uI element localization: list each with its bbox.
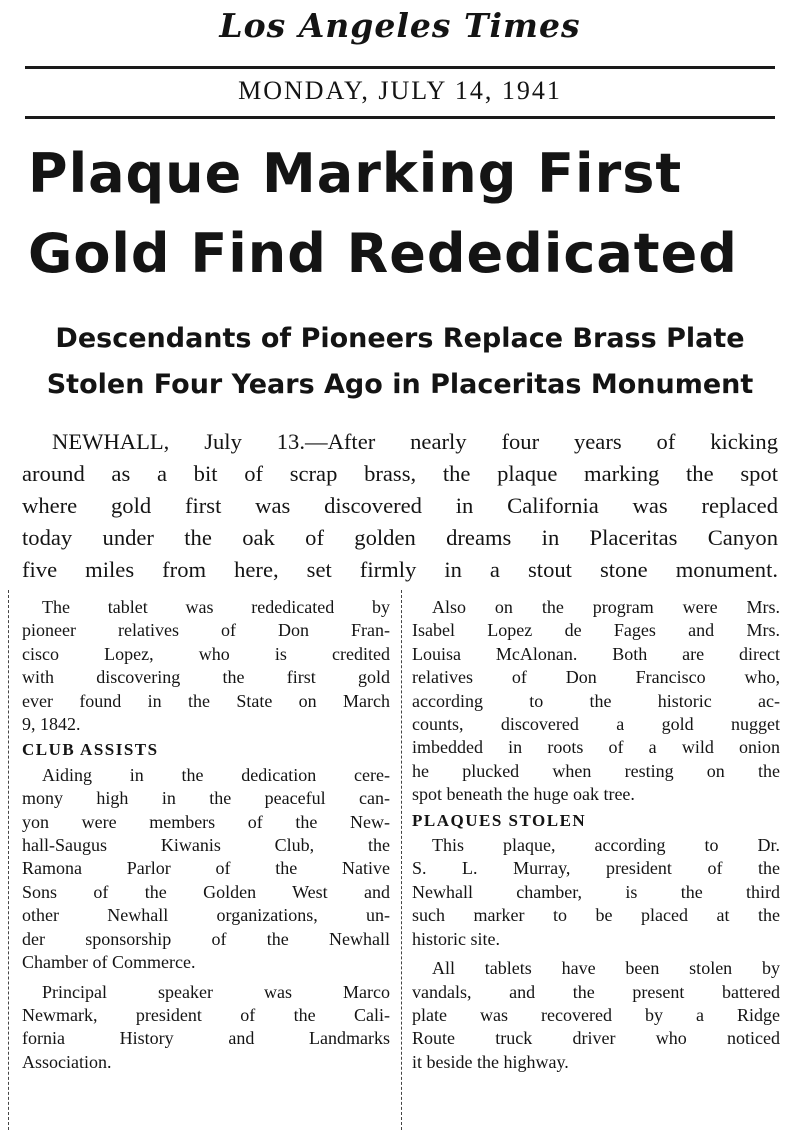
body-line: pioneer relatives of Don Fran-: [22, 620, 390, 641]
body-line: The tablet was rededicated by: [42, 597, 390, 617]
headline-line: Plaque Marking First: [28, 142, 683, 205]
deck-line: Stolen Four Years Ago in Placeritas Monument: [46, 369, 754, 400]
masthead-rule-bottom: [25, 116, 775, 119]
body-line: counts, discovered a gold nugget: [412, 714, 780, 735]
body-line: 9, 1842.: [22, 714, 81, 735]
body-line: vandals, and the present battered: [412, 981, 780, 1002]
subhead-plaques-stolen: PLAQUES STOLEN: [412, 810, 587, 830]
body-line: Also on the program were Mrs.: [432, 597, 780, 617]
body-line: Sons of the Golden West and: [22, 881, 390, 902]
subhead-club-assists: CLUB ASSISTS: [22, 740, 159, 760]
body-line: Association.: [22, 1051, 112, 1072]
lede-line: five miles from here, set firmly in a stout stone monument.: [22, 557, 778, 582]
body-line: he plucked when resting on the: [412, 760, 780, 781]
lede-line: around as a bit of scrap brass, the plaque marking the spot: [22, 461, 778, 486]
body-line: with discovering the first gold: [22, 667, 390, 688]
lede-line: where gold first was discovered in California was replaced: [22, 493, 778, 518]
body-line: cisco Lopez, who is credited: [22, 643, 390, 664]
headline: [28, 134, 778, 294]
body-line: All tablets have been stolen by: [432, 958, 780, 979]
body-line: hall-Saugus Kiwanis Club, the: [22, 835, 390, 856]
body-line: Aiding in the dedication cere-: [42, 764, 390, 785]
body-line: fornia History and Landmarks: [22, 1028, 390, 1049]
lede-line: today under the oak of golden dreams in Placeritas Canyon: [22, 525, 778, 550]
headline-line: Gold Find Rededicated: [28, 222, 738, 285]
body-line: plate was recovered by a Ridge: [412, 1004, 780, 1025]
body-line: it beside the highway.: [412, 1051, 569, 1072]
body-line: Route truck driver who noticed: [412, 1028, 780, 1049]
body-line: imbedded in roots of a wild onion: [412, 737, 780, 758]
body-line: Ramona Parlor of the Native: [22, 858, 390, 879]
body-line: Newhall chamber, is the third: [412, 881, 780, 902]
body-line: Louisa McAlonan. Both are direct: [412, 643, 780, 664]
lede-paragraph: [22, 426, 778, 586]
body-line: such marker to be placed at the: [412, 905, 780, 926]
right-column: [412, 596, 780, 1074]
left-column: [22, 596, 390, 1074]
body-line: mony high in the peaceful can-: [22, 788, 390, 809]
body-line: Newmark, president of the Cali-: [22, 1004, 390, 1025]
body-line: historic site.: [412, 928, 500, 949]
body-line: Principal speaker was Marco: [42, 981, 390, 1002]
body-line: yon were members of the New-: [22, 811, 390, 832]
body-line: according to the historic ac-: [412, 690, 780, 711]
body-line: Chamber of Commerce.: [22, 952, 196, 973]
dateline: MONDAY, JULY 14, 1941: [238, 76, 562, 105]
deck-line: Descendants of Pioneers Replace Brass Plate: [55, 323, 745, 354]
masthead-rule-top: [25, 66, 775, 69]
body-line: Isabel Lopez de Fages and Mrs.: [412, 620, 780, 641]
body-line: spot beneath the huge oak tree.: [412, 784, 635, 805]
body-line: S. L. Murray, president of the: [412, 858, 780, 879]
body-line: other Newhall organizations, un-: [22, 905, 390, 926]
body-line: ever found in the State on March: [22, 690, 390, 711]
column-rule-middle: [401, 590, 402, 1130]
body-line: relatives of Don Francisco who,: [412, 667, 780, 688]
lede-line: NEWHALL, July 13.—After nearly four years of kicking: [52, 429, 778, 454]
body-line: This plaque, according to Dr.: [432, 835, 780, 856]
column-rule-left: [8, 590, 9, 1130]
deck-subheadline: [0, 316, 800, 408]
body-line: der sponsorship of the Newhall: [22, 928, 390, 949]
masthead: Los Angeles Times: [219, 6, 581, 45]
